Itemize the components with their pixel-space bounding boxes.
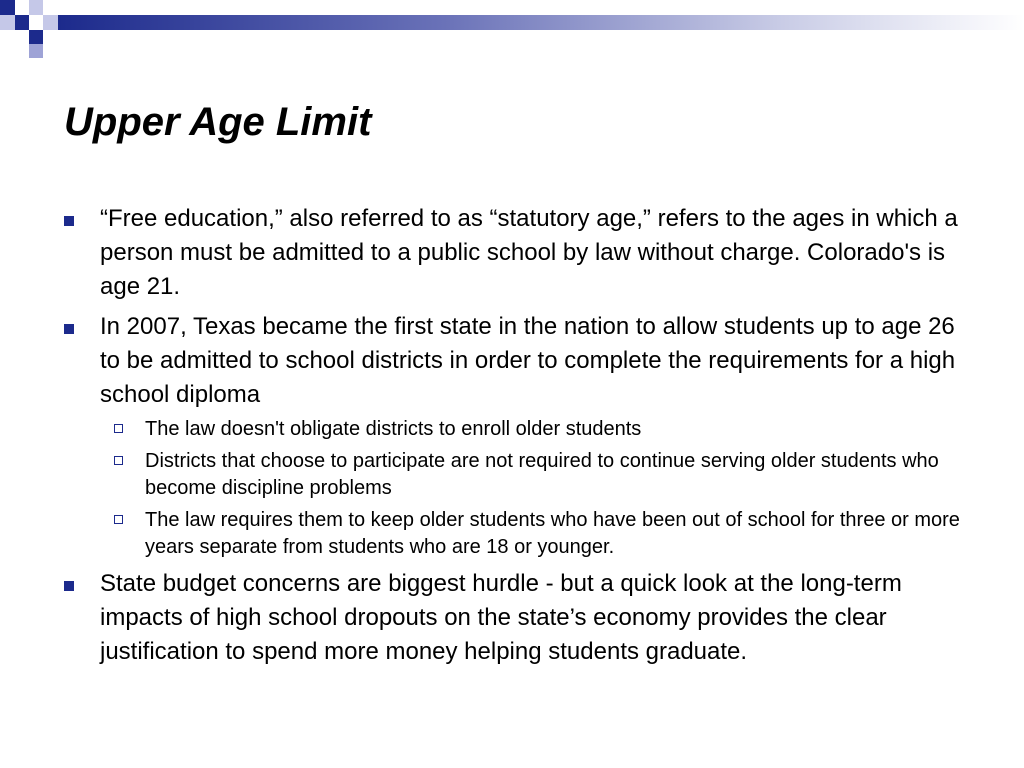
sub-bullet-item <box>114 448 964 502</box>
decor-square <box>0 0 15 15</box>
slide-body <box>64 202 964 675</box>
bullet-text: State budget concerns are biggest hurdle - but a quick look at the long-term impacts of high school dropouts on the state’s economy provides the clear justification to spend more money helping students graduate. <box>100 570 902 665</box>
sub-bullet-text: Districts that choose to participate are not required to continue serving older students who become discipline problems <box>145 450 939 499</box>
sub-bullet-item <box>114 416 964 443</box>
decor-square <box>15 15 29 30</box>
slide-title: Upper Age Limit <box>64 100 372 144</box>
decor-square <box>29 0 43 15</box>
filled-square-icon <box>64 324 74 334</box>
hollow-square-icon <box>114 456 123 465</box>
hollow-square-icon <box>114 424 123 433</box>
bullet-text: “Free education,” also referred to as “statutory age,” refers to the ages in which a person must be admitted to a public school by law without charge. Colorado's is age 21. <box>100 205 958 300</box>
header-gradient-bar <box>58 15 1024 30</box>
decor-square <box>0 15 15 30</box>
bullet-item <box>64 567 964 669</box>
filled-square-icon <box>64 581 74 591</box>
decor-square <box>29 30 43 44</box>
hollow-square-icon <box>114 515 123 524</box>
sub-bullet-list <box>64 416 964 561</box>
bullet-text: In 2007, Texas became the first state in the nation to allow students up to age 26 to be admitted to school districts in order to complete the requirements for a high school diploma <box>100 313 956 408</box>
decor-square <box>15 0 29 15</box>
sub-bullet-text: The law doesn't obligate districts to enroll older students <box>145 418 642 440</box>
sub-bullet-item <box>114 507 964 561</box>
decor-square <box>29 44 43 58</box>
decor-square <box>15 30 29 44</box>
bullet-item <box>64 202 964 304</box>
filled-square-icon <box>64 216 74 226</box>
bullet-item <box>64 310 964 412</box>
sub-bullet-text: The law requires them to keep older students who have been out of school for three or more years separate from students who are 18 or younger. <box>145 509 960 558</box>
decor-square <box>43 15 58 30</box>
